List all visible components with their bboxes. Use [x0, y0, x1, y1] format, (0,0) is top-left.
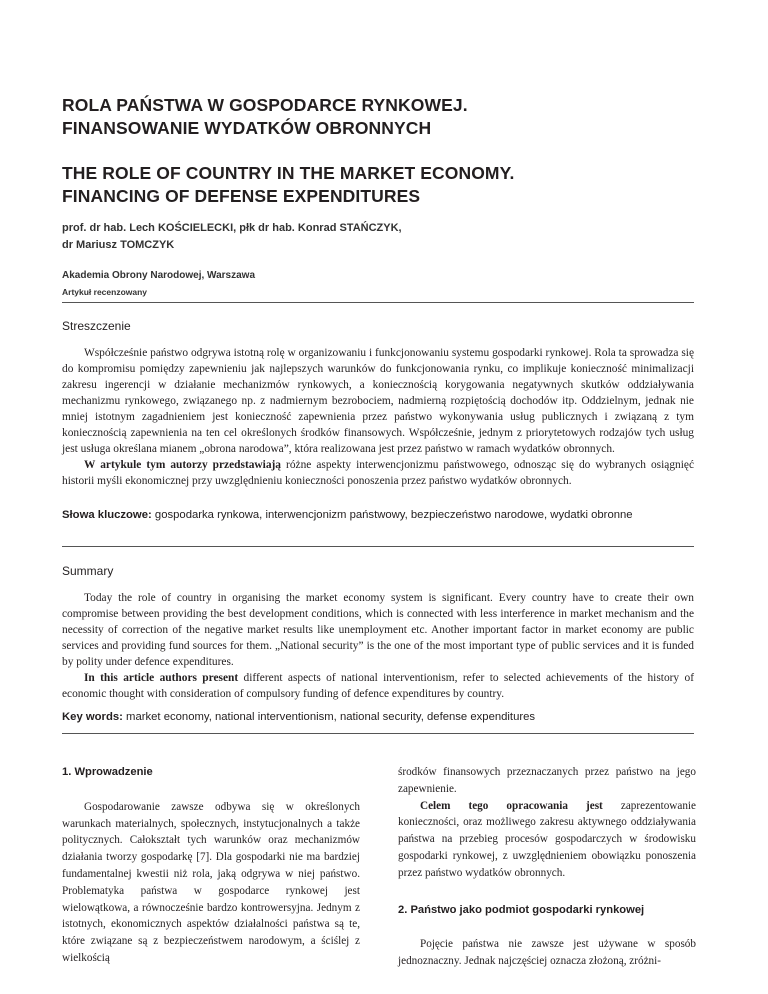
title-polish [62, 94, 468, 139]
title-polish-line-1: ROLA PAŃSTWA W GOSPODARCE RYNKOWEJ. [62, 95, 468, 115]
section-2-heading: 2. Państwo jako podmiot gospodarki rynkowej [398, 903, 645, 916]
streszczenie-paragraph-2-rest: różne aspekty interwencjonizmu państwowego, odnosząc się do wybranych osiągnięć historii myśli ekonomicznej przy uwzględnieniu konieczności ponoszenia przez państwo wydatków obronnych. [62, 459, 694, 487]
section-1-paragraph-2-rest: zaprezentowanie konieczności, oraz możliwego zakresu aktywnego oddziaływania państwa na przebieg procesów gospodarczych w środowisku gospodarki rynkowej, z uwzględnieniem obowiązku ponoszenia przez państwo wydatków obronnych. [398, 799, 697, 879]
keywords-polish-text: gospodarka rynkowa, interwencjonizm państwowy, bezpieczeństwo narodowe, wydatki obronne [151, 509, 633, 521]
summary-paragraph-2-rest: different aspects of national interventionism, refer to selected achievements of the history of economic thought with consideration of compulsory funding of defence expenditures by country. [62, 672, 694, 700]
streszczenie-heading: Streszczenie [62, 319, 131, 333]
column-left [62, 764, 360, 967]
keywords-polish-label: Słowa kluczowe: [62, 509, 152, 521]
keywords-english-label: Key words: [62, 711, 123, 723]
streszczenie-body [62, 345, 694, 489]
streszczenie-paragraph-2-lead: W artykule tym autorzy przedstawiają [84, 459, 282, 471]
title-english-line-1: THE ROLE OF COUNTRY IN THE MARKET ECONOMY. [62, 163, 515, 183]
section-1-paragraph-2-lead: Celem tego opracowania jest [420, 799, 603, 812]
title-polish-line-2: FINANSOWANIE WYDATKÓW OBRONNYCH [62, 117, 432, 138]
authors [62, 220, 402, 254]
section-1-paragraph-1: Gospodarowanie zawsze odbywa się w określonych warunkach materialnych, społecznych, instytucjonalnych a także politycznych. Całokształt tych warunków oraz mechanizmów działania tworzy gospodarkę [7]. Dla gospodarki nie ma bardziej fundamentalnej kwestii niż rola, jaką odgrywa w niej państwo. Problematyka państwa w gospodarce rynkowej jest wielowątkowa, a równocześnie bardzo kontrowersyjna. Jednym z istotnych, ekonomicznych aspektów działalności państwa są te, które związane są z bezpieczeństwem narodowym, a ściślej z wielkością [62, 800, 360, 964]
title-english [62, 162, 514, 207]
divider [62, 733, 694, 734]
summary-paragraph-2 [62, 670, 694, 702]
keywords-polish [62, 508, 694, 523]
section-1-paragraph-2 [398, 798, 696, 882]
summary-paragraph-2-lead: In this article authors present [84, 672, 239, 684]
divider [62, 302, 694, 303]
section-2-paragraph-1: Pojęcie państwa nie zawsze jest używane w sposób jednoznaczny. Jednak najczęściej oznacza złożoną, zróżni- [398, 938, 696, 968]
summary-paragraph-1: Today the role of country in organising the market economy system is significant. Every country have to create their own compromise between providing the best development conditions, which is connected with less interference in market mechanism and the necessity of correction of the negative market results like unemployment etc. Another important factor in market economy are public services and providing fund sources for them. „National security” is the one of the most important type of public services and it is funded by polity under defence expenditures. [62, 592, 694, 668]
authors-line-2: dr Mariusz TOMCZYK [62, 239, 175, 251]
summary-body [62, 590, 694, 702]
section-1-heading: 1. Wprowadzenie [62, 766, 153, 778]
divider [62, 546, 694, 547]
keywords-english-text: market economy, national interventionism, national security, defense expenditures [122, 711, 536, 723]
title-english-line-2: FINANCING OF DEFENSE EXPENDITURES [62, 185, 421, 206]
authors-line-1: prof. dr hab. Lech KOŚCIELECKI, płk dr hab. Konrad STAŃCZYK, [62, 222, 402, 234]
streszczenie-paragraph-2 [62, 457, 694, 489]
section-1-paragraph-1-continued: środków finansowych przeznaczanych przez państwo na jego zapewnienie. [398, 766, 696, 795]
streszczenie-paragraph-1: Współcześnie państwo odgrywa istotną rolę w organizowaniu i funkcjonowaniu systemu gospodarki rynkowej. Rola ta sprowadza się do kompromisu pomiędzy zapewnieniu jak najlepszych warunków do funkcjonowania rynku, co implikuje konieczność minimalizacji zakresu ingerencji w działanie mechanizmów rynkowych, a koniecznością korygowania negatywnych skutków oddziaływania mechanizmu rynkowego, związanego np. z nadmiernym bezrobociem, nadmierną rozpiętością dochodów itp. Oddzielnym, jednak nie mniej istotnym zagadnieniem jest konieczność zapewnienia przez państwo wykonywania usług publicznych i związaną z tym koniecznością zapewnienia na ten cel określonych środków finansowych. Współcześnie, jednym z priorytetowych rodzajów tych usług jest usługa określana mianem „obrona narodowa”, która realizowana jest przez państwo w ramach wydatków obronnych. [62, 347, 694, 455]
column-right [398, 764, 696, 970]
reviewed-note: Artykuł recenzowany [62, 287, 148, 297]
summary-heading: Summary [62, 564, 114, 578]
affiliation: Akademia Obrony Narodowej, Warszawa [62, 270, 256, 281]
keywords-english [62, 710, 694, 725]
